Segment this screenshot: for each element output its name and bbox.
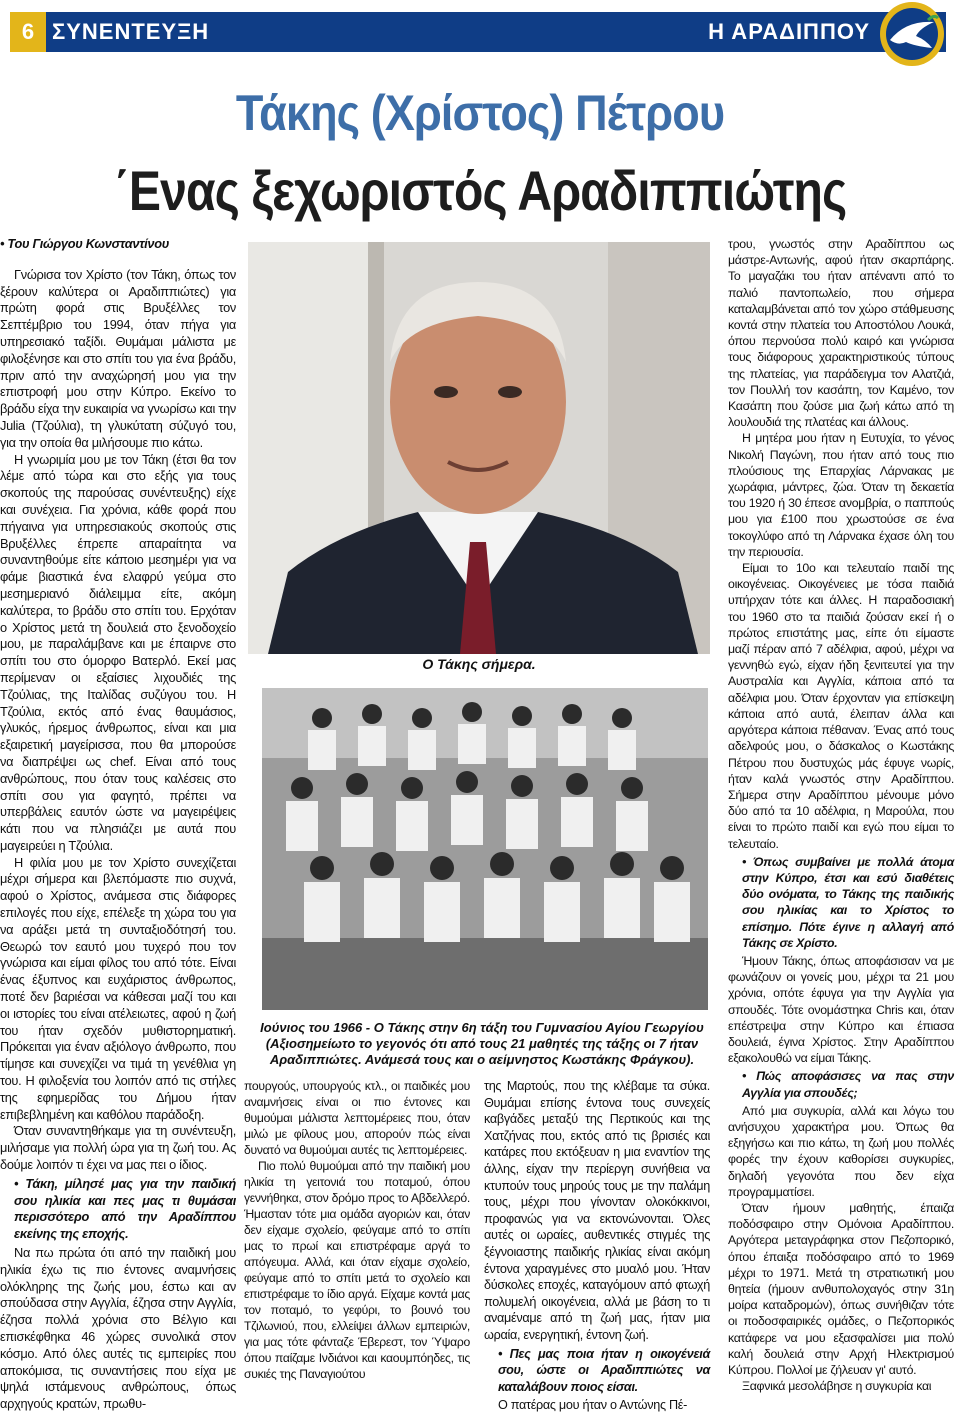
class-group-photo — [262, 688, 708, 1010]
paragraph: τρου, γνωστός στην Αραδίππου ως μάστρε-Αντωνής, αφού ήταν σκαρπάρης. Το μαγαζάκι του ήταν απέναντι από το παλιό παντοπωλείο, που σήμερα καταλαμβάνεται από τον χώρο στάθμευσης κοντά στην πλατεία του Αποστόλου Λουκά, όπου περνούσα πολύ καιρό και γνώρισα τους διάφορους χαρακτηριστικούς τύπους της πλατείας, για παράδειγμα τον Αλατζιά, τον Πουλλή τον κασάπη, τον Καμένο, τον Κασάπη που ζούσε μια ζωή κάτω από τη λουλουδιά της πλατέας και άλλους. — [728, 237, 954, 430]
portrait-caption: Ο Τάκης σήμερα. — [422, 656, 536, 672]
paragraph: Η γνωριμία μου με τον Τάκη (έτσι θα τον λέμε από τώρα και στο εξής για τους σκοπούς της παρούσας συνέντευξης) είχε και συνέχεια. Για χρόνια, κάθε φορά που πήγαινα για υπηρεσιακούς σκοπούς στις Βρυξέλλες έπρεπε απαραίτητα να συναντηθούμε είτε κάποιο μεσημέρι για να φάμε βιαστικά ένα ελαφρύ γεύμα στο μεσημεριανό διάλειμμα είτε, ακόμη καλύτερα, το βράδυ στο σπίτι του. Ερχόταν ο Χρίστος μετά τη δουλειά στο ξενοδοχείο μου, με παραλάμβανε και με έπαιρνε στο σπίτι του στο όμορφο Βατερλό. Εκεί μας περίμεναν οι εξαίσιες λιχουδιές της Τζούλιας, της Ιταλίδας συζύγου του. Η Τζούλια, εκτός από ένας θαυμάσιος, γλυκός, ήρεμος άνθρωπος, είναι και μια εξαιρετική μαγείρισσα, που θα μπορούσε να διαπρέψει ως chef. Είναι από τους ανθρώπους, που όταν τους καλέσεις στο σπίτι σου για φαγητό, πρέπει να υπερβάλεις εαυτόν ώστε να μαγειρέψεις κάτι που να πλησιάζει με αυτά που μαγειρεύει η Τζούλια. — [0, 451, 236, 853]
paragraph: Ήμουν Τάκης, όπως αποφάσισαν να με φωνάζουν οι γονείς μου, μέχρι τα 21 μου χρόνια, οπότε έφυγα για την Αγγλία για σπουδές. Τότε ονομάστηκα Chris και, όταν επέστρεψα στην Κύπρο και έπιασα δουλειά, έγινα Χρίστος. Στην Αραδίππου εξακολουθώ να είμαι Τάκης. — [728, 953, 954, 1066]
article-title: Τάκης (Χρίστος) Πέτρου — [235, 85, 725, 141]
group-photo-caption: Ιούνιος του 1966 - Ο Τάκης στην 6η τάξη του Γυμνασίου Αγίου Γεωργίου (Αξιοσημείωτο το γεγονός ότι από τους 21 μαθητές της τάξης οι 7 ήταν Αραδιππιώτες. Ανάμεσά τους και ο αείμνηστος Κωστάκης Φράγκου). — [260, 1020, 704, 1067]
section-label: ΣΥΝΕΝΤΕΥΞΗ — [52, 19, 210, 44]
paragraph: της Μαρτούς, που της κλέβαμε τα σύκα. Θυμάμαι επίσης έντονα τους συνεχείς καβγάδες μεταξύ της Περτικούς και της Χατζήνας που, εκτός από τις βρισιές και κατάρες που εκτόξευαν η μια εναντίον της άλλης, είχαν την περίεργη συνήθεια να κτυπούν τους μηρούς τους με την παλάμη τους, μέχρι που γίνονταν ολοκόκκινοι, προφανώς για να εκτονώνονται. Όλες αυτές οι ωραίες, αυθεντικές στιγμές της ξέγνοιαστης παιδικής ηλικίας είναι ακόμη έντονα χαραγμένες στο μυαλό μου. Ήταν δύσκολες εποχές, καταγόμουν από φτωχή πολυμελή οικογένεια, αλλά με βάση το τι αναμέναμε από τη ζωή μας, ήταν μια ωραία, ενεργητική, έντονη ζωή. — [484, 1079, 710, 1342]
paragraph: πουργούς, υπουργούς κτλ., οι παιδικές μου αναμνήσεις είναι οι πιο έντονες και θυμούμαι μάλιστα λεπτομέρειες που, όταν μιλώ με φίλους μου, απορούν πώς είναι δυνατό να θυμούμαι αυτές τις λεπτομέρειες. — [244, 1079, 470, 1157]
paragraph: Ο πατέρας μου ήταν ο Αντώνης Πέ- — [498, 1398, 688, 1413]
paragraph: Η μητέρα μου ήταν η Ευτυχία, το γένος Νικολή Παγώνη, που ήταν από τους πιο πλούσιους της Επαρχίας Λάρνακας με χωράφια, μάντρες, ζώα. Όταν τη δεκαετία του 1920 ή 30 έπεσε ανομβρία, ο παππούς μου για £100 που χρωστούσε σε ένα τοκογλύφο από τη Λάρνακα έχασε όλη του την περιουσία. — [728, 431, 954, 559]
page-header — [0, 0, 960, 70]
paragraph: Είμαι το 10ο και τελευταίο παιδί της οικογένειας. Οικογένειες με τόσα παιδιά υπήρχαν τότε και άλλες. Η παραδοσιακή του 1960 στο τα παιδιά ζούσαν εκεί ή ο πρώτος επιστάτης μας, είπε ότι είμαστε μαζί πέραν από 7 αδέλφια, αφού, μέχρι να γεννηθώ εγώ, είχαν ήδη ξενιτευτεί για την Αυστραλία και Αγγλία, κάποια από τα αδέλφια μου. Όταν έρχονταν για επίσκεψη κάποια από αυτά, έλειπαν άλλα και αργότερα κάποια πέθαναν. Ένας από τους αδελφούς μου, ο δάσκαλος ο Κωστάκης Πέτρου που δυστυχώς μάς έφυγε νωρίς, ήταν καλά γνωστός στην Αραδίππου. Σήμερα στην Αραδίππου μένουμε μόνο δύο από τα 10 αδέλφια, η Μαρούλα, που είναι το πρώτο παιδί και εγώ που είμαι το τελευταίο. — [728, 561, 954, 851]
byline: • Του Γιώργου Κωνσταντίνου — [0, 236, 169, 251]
paragraph: Η φιλία μου με τον Χρίστο συνεχίζεται μέχρι σήμερα και βλεπόμαστε πιο συχνά, αφού ο Χρίστος, ανάμεσα στις διάφορες επιλογές που είχε, επέλεξε τη χώρα του για να αράξει μετά τη συνταξιοδότησή του. Θεωρώ τον εαυτό μου τυχερό που τον γνώρισα και είμαι φίλος του από τότε. Είναι ένας έξυπνος και ευχάριστος άνθρωπος, ποτέ δεν βαριέσαι να κάθεσαι μαζί του και οι ιστορίες του είναι ατέλειωτες, αφού η ζωή του ήταν σχεδόν μυθιστορηματική. Πρόκειται για έναν αξιόλογο άνθρωπο, που τίμησε και συνεχίζει να τιμά τη γενέθλια γη του. Η φιλοξενία του λοιπόν από τις στήλες της εφημερίδας του Δήμου ήταν επιβεβλημένη και καθόλου παράδοξη. — [0, 854, 236, 1122]
article-column-2 — [244, 1078, 470, 1382]
paragraph: Ξαφνικά μεσολάβησε η συγκυρία και — [742, 1379, 932, 1394]
interview-question: • Όπως συμβαίνει με πολλά άτομα στην Κύπρο, έτσι και εσύ διαθέτεις δύο ονόματα, το Τάκης της παιδικής σου ηλικίας και το Χρίστος το επίσημο. Πότε έγινε η αλλαγή από Τάκης σε Χρίστο. — [742, 854, 954, 950]
paragraph: Γνώρισα τον Χρίστο (τον Τάκη, όπως τον ξέρουν καλύτερα οι Αραδιππιώτες) για πρώτη φορά στις Βρυξέλλες τον Σεπτέμβριο του 1994, όταν πήγα για υπηρεσιακό ταξίδι. Θυμάμαι μάλιστα με φιλοξένησε και στο σπίτι του για ένα βράδυ, πριν από την αναχώρησή μου για την επιστροφή μου στην Κύπρο. Εκείνο το βράδυ είχα την ευκαιρία να γνωρίσω και την Julia (Τζούλια), τη γλυκύτατη σύζυγό του, για την οποία θα μιλήσουμε πιο κάτω. — [0, 266, 236, 450]
article-column-4 — [728, 236, 954, 1394]
interview-question: • Πώς αποφάσισες να πας στην Αγγλία για σπουδές; — [742, 1069, 954, 1100]
dove-logo-icon — [876, 0, 948, 68]
interview-question: • Τάκη, μίλησέ μας για την παιδική σου ηλικία και πες μας τι θυμάσαι περισσότερο από την Αραδίππου εκείνης της εποχής. — [14, 1175, 236, 1242]
paragraph: Από μια συγκυρία, αλλά και λόγω του ανήσυχου χαρακτήρα μου. Όπως θα εξηγήσω και πιο κάτω, τη ζωή μου πολλές φορές την έχουν καθορίσει συγκυρίες, δηλαδή γεγονότα που δεν είχα προγραμματίσει. — [728, 1103, 954, 1199]
article-column-1 — [0, 236, 236, 1413]
article-subtitle: ΄Ενας ξεχωριστός Αραδιππιώτης — [113, 159, 847, 222]
interview-question: • Πες μας ποια ήταν η οικογένειά σου, ώστε οι Αραδιππιώτες να καταλάβουν ποιος είσαι. — [498, 1346, 710, 1394]
portrait-photo — [248, 242, 710, 654]
paragraph: Όταν συναντηθήκαμε για τη συνέντευξη, μιλήσαμε για πολλή ώρα για τη ζωή του. Ας δούμε λοιπόν τι έχει να μας πει ο ίδιος. — [0, 1123, 236, 1173]
paragraph: Όταν ήμουν μαθητής, έπαιζα ποδόσφαιρο στην Ομόνοια Αραδίππου. Αργότερα μεταγράφηκα στον Πεζοπορικό, όπου έπαιξα ποδόσφαιρο από το 1969 μέχρι το 1971. Μετά τη στρατιωτική μου θητεία (ήμουν ανθυπολοχαγός στην 31η μοίρα καταδρομών), όπως συνήθιζαν τότε οι ποδοσφαιρικές ομάδες, ο Πεζοπορικός κατάφερε να μου εξασφαλίσει μια πολύ καλή δουλειά στην Αρχή Ηλεκτρισμού Κύπρου. Πολλοί με ζήλευαν γι' αυτό. — [728, 1200, 954, 1378]
paragraph: Πιο πολύ θυμούμαι από την παιδική μου ηλικία τη γειτονιά του ποταμού, όπου γεννήθηκα, στον δρόμο προς το Αβδελλερό. Ήμασταν τότε μια ομάδα αγοριών και, όταν δεν είχαμε σχολείο, φεύγαμε από το σπίτι μας το πρωί και επιστρέφαμε αργά το απόγευμα. Αλλά, και όταν είχαμε σχολείο, φεύγαμε από το σπίτι μετά το σχολείο και επιστρέφαμε το ίδιο αργά. Είχαμε κοντά μας τον ποταμό, το γεφύρι, το βουνό του Τζιλωνιού, που, ελλείψει άλλων εμπειριών, για μας τότε φάνταζε Έβερεστ, τον Ύψαρο όπου παίζαμε Ινδιάνοι και καουμπόηδες, τις συκιές της Παναγιούτου — [244, 1159, 470, 1381]
paragraph: Να πω πρώτα ότι από την παιδική μου ηλικία έχω τις πιο έντονες αναμνήσεις ολόκληρης της ζωής μου, έστω και αν σπούδασα στην Αγγλία, έζησα στην Αγγλία, έζησα πολλά χρόνια στο Βέλγιο και επισκέφθηκα 46 χώρες συνολικά στον κόσμο. Από όλες αυτές τις εμπειρίες που αποκόμισα, τις συναντήσεις που είχα με ψηλά ιστάμενους ανθρώπους, όπως αρχηγούς κρατών, πρωθυ- — [0, 1245, 236, 1412]
page-number: 6 — [10, 12, 46, 52]
paper-name: Η ΑΡΑΔΙΠΠΟΥ — [708, 19, 870, 44]
article-column-3 — [484, 1078, 710, 1414]
